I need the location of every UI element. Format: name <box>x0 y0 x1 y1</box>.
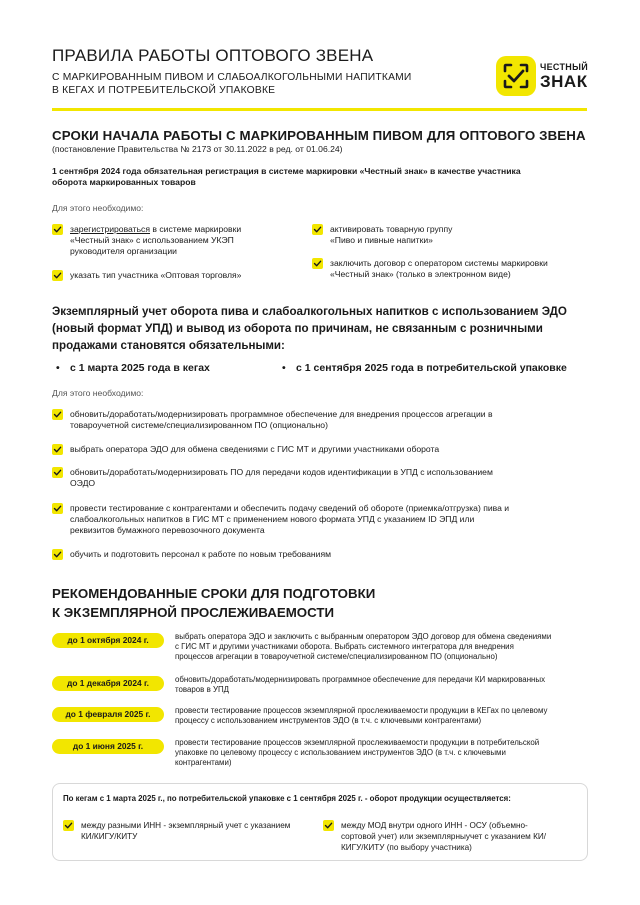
checkmark-icon <box>52 467 63 478</box>
checkmark-icon <box>52 503 63 514</box>
checkmark-icon <box>52 444 63 455</box>
description-line: товаров в УПД <box>175 685 229 694</box>
logo-text-top: ЧЕСТНЫЙ <box>540 62 588 72</box>
checkmark-icon <box>52 549 63 560</box>
section3-heading <box>52 584 375 622</box>
section2-need-label: Для этого необходимо: <box>52 388 144 398</box>
bullet-dot-icon: • <box>56 362 60 374</box>
checkmark-icon <box>323 820 334 831</box>
subtitle-line: В КЕГАХ И ПОТРЕБИТЕЛЬСКОЙ УПАКОВКЕ <box>52 85 276 96</box>
logo-mark-icon <box>496 56 536 96</box>
section1-heading: СРОКИ НАЧАЛА РАБОТЫ С МАРКИРОВАННЫМ ПИВОМ ДЛЯ ОПТОВОГО ЗВЕНА <box>52 128 586 143</box>
item-text: товароучетной системе/специализированном ПО (опционально) <box>70 420 328 430</box>
deadline-pill: до 1 февраля 2025 г. <box>52 707 164 722</box>
section1-note: (постановление Правительства № 2173 от 30.11.2022 в ред. от 01.06.24) <box>52 144 343 154</box>
register-link[interactable]: зарегистрироваться <box>70 224 151 234</box>
item-text: обновить/доработать/модернизировать программное обеспечение для внедрения процессов агрегации в <box>70 409 493 419</box>
item-text: провести тестирование с контрагентами и обеспечить подачу сведений об обороте (приемка/отгрузка) пива и <box>70 503 510 513</box>
summary-box-title: По кегам с 1 марта 2025 г., по потребительской упаковке с 1 сентября 2025 г. - оборот продукции осуществляется: <box>63 794 511 803</box>
checkmark-icon <box>63 820 74 831</box>
deadline-description <box>175 738 585 768</box>
item-text: сортовой учет) или экземплярныучет с указанием КИ/ <box>341 832 547 841</box>
chestny-znak-logo <box>496 56 592 96</box>
checkmark-icon <box>312 258 323 269</box>
item-text: между разными ИНН - экземплярный учет с указанием <box>81 821 291 830</box>
item-text: заключить договор с оператором системы маркировки <box>330 258 548 268</box>
item-text: ОЭДО <box>70 478 96 488</box>
deadline-description <box>175 675 585 695</box>
deadline-description <box>175 632 585 662</box>
lead-line: оборота маркированных товаров <box>52 177 196 187</box>
checkmark-icon <box>312 224 323 235</box>
item-text: между МОД внутри одного ИНН - ОСУ (объемно- <box>341 821 528 830</box>
item-text: «Честный знак» с использованием УКЭП <box>70 235 234 245</box>
deadline-pill: до 1 октября 2024 г. <box>52 633 164 648</box>
description-line: контрагентами) <box>175 758 232 767</box>
description-line: процессу с использованием инструментов ЭДО (в т.ч. с ключевыми контрагентами) <box>175 716 482 725</box>
heading-line: (новый формат УПД) и вывод из оборота по причинам, не связанным с розничными <box>52 322 543 335</box>
item-text: указать тип участника «Оптовая торговля» <box>70 270 242 280</box>
description-line: выбрать оператора ЭДО и заключить с выбранным оператором ЭДО договор для обмена сведениями <box>175 632 552 641</box>
item-text: «Пиво и пивные напитки» <box>330 235 433 245</box>
lead-line: 1 сентября 2024 года обязательная регистрация в системе маркировки «Честный знак» в качестве участника <box>52 166 521 176</box>
deadline-pill: до 1 декабря 2024 г. <box>52 676 164 691</box>
description-line: провести тестирование процессов экземплярной прослеживаемости продукции в потребительской <box>175 738 540 747</box>
description-line: процессов агрегации в товароучетной системе/специализированном ПО (опционально) <box>175 652 498 661</box>
heading-line: РЕКОМЕНДОВАННЫЕ СРОКИ ДЛЯ ПОДГОТОВКИ <box>52 586 376 601</box>
deadline-kegs: с 1 марта 2025 года в кегах <box>70 362 210 374</box>
description-line: обновить/доработать/модернизировать программное обеспечение для передачи КИ маркированных <box>175 675 546 684</box>
item-text: руководителя организации <box>70 246 177 256</box>
bullet-dot-icon: • <box>282 362 286 374</box>
heading-line: продажами становятся обязательными: <box>52 339 285 352</box>
item-text: КИ/КИГУ/КИТУ <box>81 832 138 841</box>
item-text: слабоалкогольных напитков в ГИС МТ с применением нового формата УПД с указанием ID ЭПД или <box>70 514 475 524</box>
page-subtitle <box>52 71 452 97</box>
checkmark-icon <box>52 224 63 235</box>
checkmark-icon <box>52 270 63 281</box>
item-text: в системе маркировки <box>150 224 242 234</box>
deadline-pill: до 1 июня 2025 г. <box>52 739 164 754</box>
deadline-consumer-pack: с 1 сентября 2025 года в потребительской упаковке <box>296 362 567 374</box>
section1-need-label: Для этого необходимо: <box>52 203 144 213</box>
logo-text-bottom: ЗНАК <box>540 72 588 91</box>
section2-heading <box>52 303 592 354</box>
item-text: активировать товарную группу <box>330 224 453 234</box>
description-line: провести тестирование процессов экземплярной прослеживаемости продукции в КЕГах по целевому <box>175 706 548 715</box>
item-text: «Честный знак» (только в электронном виде) <box>330 269 511 279</box>
checkmark-icon <box>52 409 63 420</box>
item-text: КИГУ/КИТУ (по выбору участника) <box>341 843 472 852</box>
heading-line: Экземплярный учет оборота пива и слабоалкогольных напитков с использованием ЭДО <box>52 305 567 318</box>
header-divider <box>52 108 587 111</box>
page-title: ПРАВИЛА РАБОТЫ ОПТОВОГО ЗВЕНА <box>52 46 374 65</box>
item-text: обновить/доработать/модернизировать ПО для передачи кодов идентификации в УПД с использованием <box>70 467 493 477</box>
description-line: упаковке по целевому процессу с использованием инструментов ЭДО (в т.ч. с ключевыми <box>175 748 506 757</box>
section1-lead <box>52 166 592 188</box>
item-text: реквизитов бумажного перевозочного документа <box>70 525 265 535</box>
deadline-description <box>175 706 585 726</box>
summary-box <box>52 783 588 861</box>
subtitle-line: С МАРКИРОВАННЫМ ПИВОМ И СЛАБОАЛКОГОЛЬНЫМИ НАПИТКАМИ <box>52 72 412 83</box>
description-line: с ГИС МТ и другими участниками оборота. Выбрать системного интегратора для внедрения <box>175 642 514 651</box>
item-text: выбрать оператора ЭДО для обмена сведениями с ГИС МТ и другими участниками оборота <box>70 444 440 454</box>
heading-line: К ЭКЗЕМПЛЯРНОЙ ПРОСЛЕЖИВАЕМОСТИ <box>52 605 335 620</box>
item-text: обучить и подготовить персонал к работе по новым требованиям <box>70 549 332 559</box>
